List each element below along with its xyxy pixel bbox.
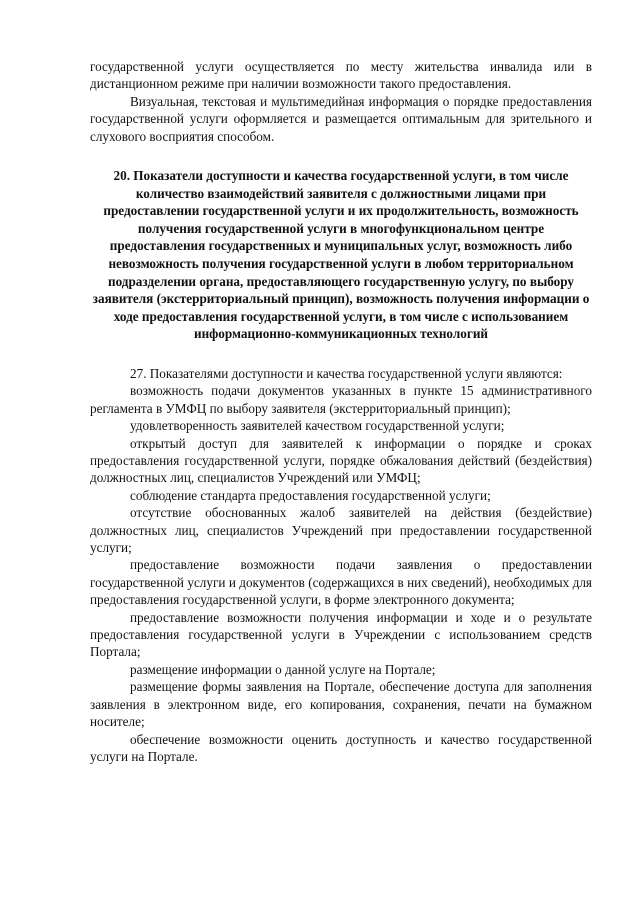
document-page: [90, 58, 592, 765]
intro-block: [90, 58, 592, 145]
paragraphs-paragraph: 27. Показателями доступности и качества государственной услуги являются:: [130, 365, 563, 381]
paragraphs-paragraph: удовлетворенность заявителей качеством государственной услуги;: [130, 418, 505, 434]
paragraphs-paragraph: размещение формы заявления на Портале, обеспечение доступа для заполнения заявления в электронном виде, его копирования, сохранения, печати на бумажном носителе;: [90, 679, 592, 730]
paragraphs-paragraph: соблюдение стандарта предоставления государственной услуги;: [130, 487, 491, 503]
paragraphs-paragraph: открытый доступ для заявителей к информации о порядке и сроках предоставления государственной услуги, порядке обжалования действий (бездействия) должностных лиц, специалистов Учреждений или УМФЦ;: [90, 435, 592, 486]
intro-paragraph: Визуальная, текстовая и мультимедийная информация о порядке предоставления государственной услуги оформляется и размещается оптимальным для зрительного и слухового восприятия способом.: [90, 93, 592, 144]
section-heading: 20. Показатели доступности и качества государственной услуги, в том числе количество взаимодействий заявителя с должностными лицами при предоставлении государственной услуги и их продолжительность, возможность получения государственной услуги в многофункциональном центре предоставления государственных и муниципальных услуг, возможность либо невозможность получения государственной услуги в любом территориальном подразделении органа, предоставляющего государственную услугу, по выбору заявителя (экстерриториальный принцип), возможность получения информации о ходе предоставления государственной услуги, в том числе с использованием информационно-коммуникационных технологий: [92, 168, 590, 342]
paragraphs-block: [90, 365, 592, 765]
paragraphs-paragraph: предоставление возможности подачи заявления о предоставлении государственной услуги и документов (содержащихся в них сведений), необходимых для предоставления государственной услуги, в форме электронного документа;: [90, 557, 592, 608]
paragraphs-paragraph: предоставление возможности получения информации и ходе и о результате предоставления государственной услуги в Учреждении с использованием средств Портала;: [90, 609, 592, 660]
paragraphs-paragraph: возможность подачи документов указанных в пункте 15 административного регламента в УМФЦ по выбору заявителя (экстерриториальный принцип);: [90, 383, 592, 416]
paragraphs-paragraph: размещение информации о данной услуге на Портале;: [130, 661, 436, 677]
paragraphs-paragraph: обеспечение возможности оценить доступность и качество государственной услуги на Портале.: [90, 731, 592, 764]
paragraphs-paragraph: отсутствие обоснованных жалоб заявителей на действия (бездействие) должностных лиц, специалистов Учреждений при предоставлении государственной услуги;: [90, 505, 592, 556]
intro-paragraph: государственной услуги осуществляется по месту жительства инвалида или в дистанционном режиме при наличии возможности такого предоставления.: [90, 59, 592, 92]
